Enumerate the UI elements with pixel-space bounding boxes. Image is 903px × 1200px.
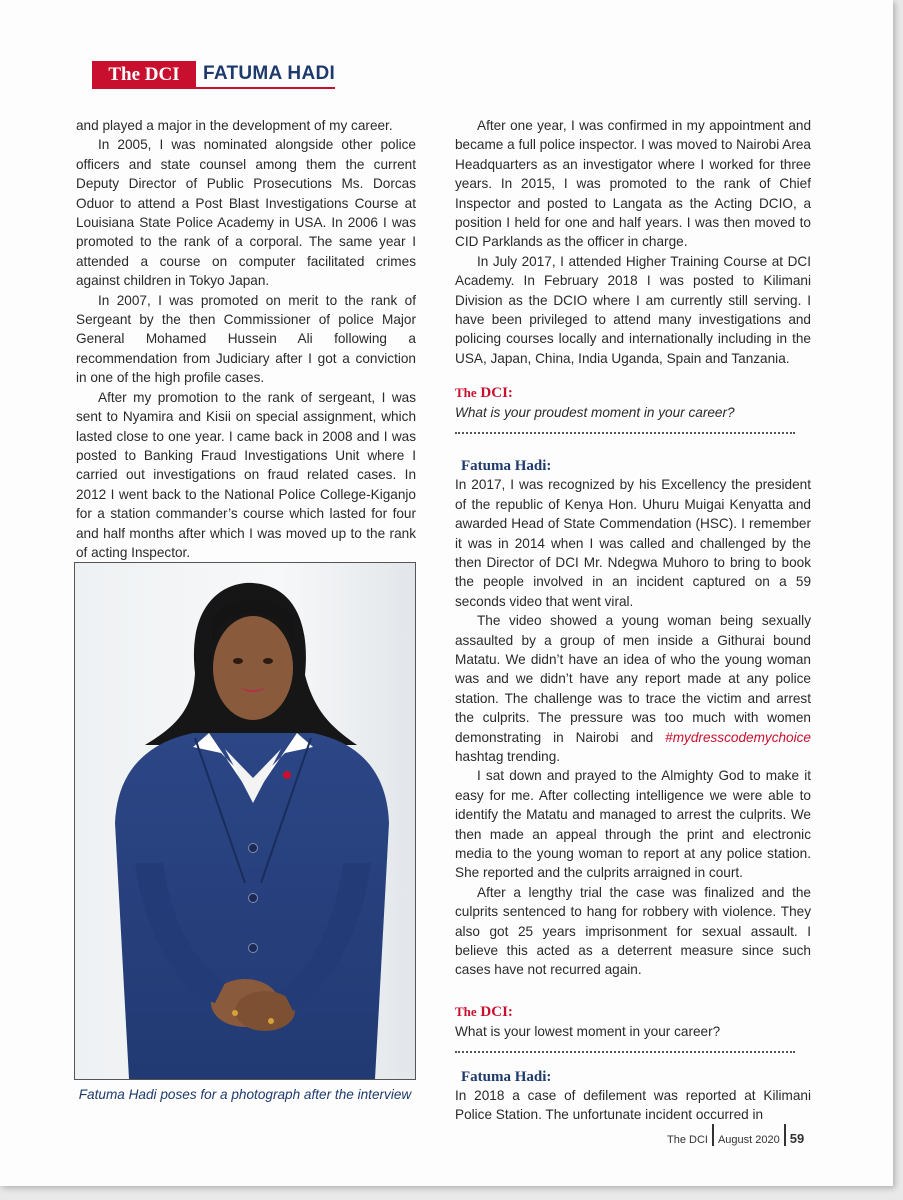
interviewee-label: Fatuma Hadi: xyxy=(461,1068,552,1085)
label-the: The xyxy=(455,1003,477,1019)
paragraph xyxy=(455,611,811,766)
label-the: The xyxy=(455,385,477,401)
interviewer-label xyxy=(455,385,811,402)
paragraph: After one year, I was confirmed in my appointment and became a full police inspector. I was moved to Nairobi Area Headquarters as an investigator where I worked for three years. In 2015, I was promoted to the rank of Chief Inspector and posted to Langata as the Acting DCIO, a position I held for one and half years. I was then moved to CID Parklands as the officer in charge. xyxy=(455,118,811,250)
page-number: 59 xyxy=(789,1131,805,1146)
paragraph: In July 2017, I attended Higher Training Course at DCI Academy. In February 2018 I was posted to Kilimani Division as the DCIO where I am currently still serving. I have been privileged to attend many investigations and policing courses locally and internationally including in the USA, Japan, China, India Uganda, Spain and Tanzania. xyxy=(455,253,811,366)
hashtag: #mydresscodemychoice xyxy=(665,729,811,745)
paragraph: In 2017, I was recognized by his Excellency the president of the republic of Kenya Hon. Uhuru Muigai Kenyatta and awarded Head of State Commendation (HSC). I remember it was in 2014 when I was called and challenged by the then Director of DCI Mr. Ndegwa Muhoro to bring to book the people involved in an incident captured on a 59 seconds video that went viral. xyxy=(455,477,811,609)
portrait-photo xyxy=(74,562,416,1080)
dotted-divider xyxy=(455,1051,795,1053)
interviewer-label xyxy=(455,1004,811,1021)
header-title: FATUMA HADI xyxy=(196,61,335,89)
question-text: What is your proudest moment in your career? xyxy=(455,405,735,421)
interviewee-label: Fatuma Hadi: xyxy=(461,458,552,475)
label-dci: DCI: xyxy=(480,1003,513,1020)
footer-publication: The DCI xyxy=(667,1134,708,1146)
paragraph-text: hashtag trending. xyxy=(455,748,561,764)
portrait-illustration xyxy=(75,563,415,1079)
paragraph: In 2005, I was nominated alongside other police officers and state counsel among them the current Deputy Director of Public Prosecutions Ms. Dorcas Oduor to attend a Post Blast Investigations Course at Louisiana State Police Academy in USA. In 2006 I was promoted to the rank of a corporal. The same year I attended a course on computer facilitated crimes against children in Tokyo Japan. xyxy=(76,137,416,289)
question-text: What is your lowest moment in your career? xyxy=(455,1023,721,1039)
dotted-divider xyxy=(455,432,795,434)
brand-logo: The DCI xyxy=(92,61,196,89)
label-dci: DCI: xyxy=(480,385,513,402)
page-header xyxy=(92,61,335,89)
right-column xyxy=(455,116,811,1125)
paragraph: and played a major in the development of my career. xyxy=(76,118,393,133)
paragraph: In 2007, I was promoted on merit to the rank of Sergeant by the then Commissioner of police Major General Mohamed Hussein Ali following a recommendation from Judiciary after I got a conviction in one of the high profile cases. xyxy=(76,292,416,386)
paragraph: After a lengthy trial the case was finalized and the culprits sentenced to hang for robbery with violence. They also got 25 years imprisonment for sexual assault. I believe this acted as a deterrent measure since such cases have not recurred again. xyxy=(455,884,811,978)
photo-caption: Fatuma Hadi poses for a photograph after the interview xyxy=(78,1087,412,1102)
left-column xyxy=(76,116,416,562)
paragraph: After my promotion to the rank of sergeant, I was sent to Nyamira and Kisii on special assignment, which lasted close to one year. I came back in 2008 and I was posted to Banking Fraud Investigations Unit where I carried out investigations on fraud related cases. In 2012 I went back to the National Police College-Kiganjo for a station commander’s course which lasted for four and half months after which I was moved up to the rank of acting Inspector. xyxy=(76,389,416,560)
paragraph: In 2018 a case of defilement was reported at Kilimani Police Station. The unfortunate incident occurred in xyxy=(455,1087,811,1123)
footer-separator xyxy=(784,1124,786,1146)
footer-issue: August 2020 xyxy=(717,1134,780,1146)
page-footer xyxy=(667,1124,804,1146)
paragraph: I sat down and prayed to the Almighty God to make it easy for me. After collecting intelligence we were able to identify the Matatu and managed to arrest the culprits. We then made an appeal through the print and electronic media to the young woman to report at any police station. She reported and the culprits arraigned in court. xyxy=(455,768,811,881)
paragraph-text: The video showed a young woman being sexually assaulted by a group of men inside a Githurai bound Matatu. We didn’t have an idea of who the young woman was and we didn’t have any report made at any police station. The challenge was to trace the victim and arrest the culprits. The pressure was too much with women demonstrating in Nairobi and xyxy=(455,613,811,745)
footer-separator xyxy=(712,1124,714,1146)
